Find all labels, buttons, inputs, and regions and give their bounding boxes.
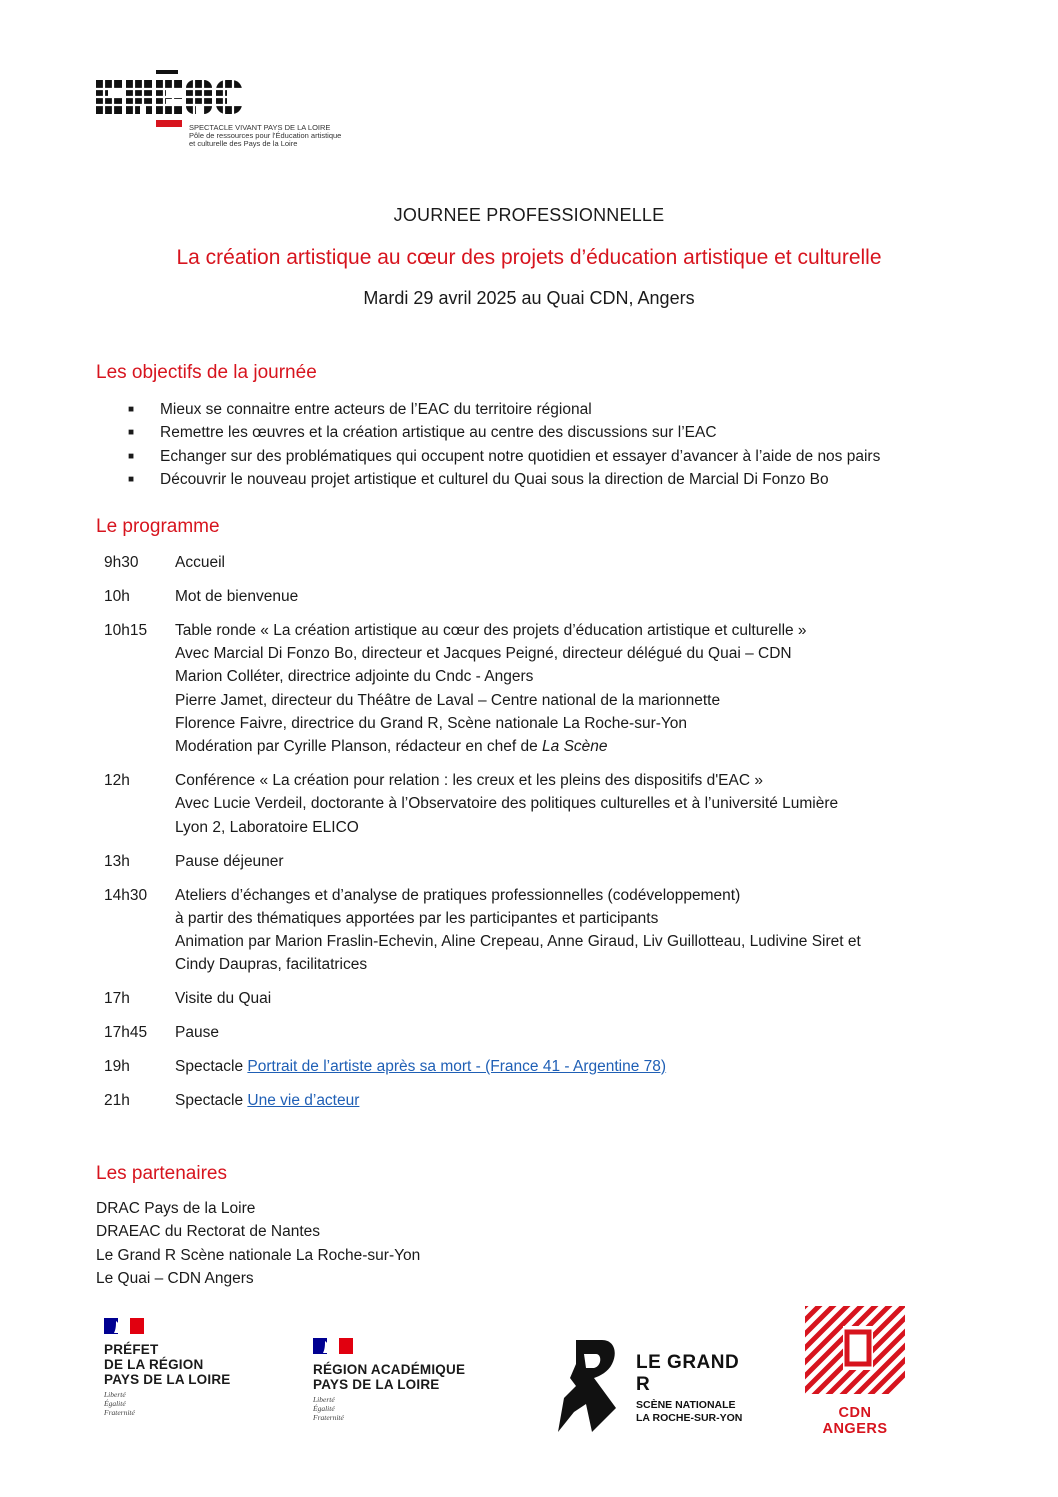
- program-time: 14h30: [104, 886, 148, 904]
- list-item: [128, 445, 988, 468]
- devise-egalite: Égalité: [104, 1399, 126, 1408]
- partner-item: DRAC Pays de la Loire: [96, 1200, 256, 1217]
- grand-r-title: LE GRAND R: [636, 1352, 740, 1395]
- marianne-icon: [313, 1338, 353, 1354]
- partner-item: DRAEAC du Rectorat de Nantes: [96, 1223, 320, 1241]
- program-row: [104, 1089, 984, 1112]
- list-item: [128, 421, 988, 444]
- preac-tagline-1: SPECTACLE VIVANT PAYS DE LA LOIRE: [189, 123, 331, 132]
- grand-r-logo: [556, 1338, 746, 1438]
- preac-tagline-2: Pôle de ressources pour l'Éducation artistique: [189, 131, 342, 140]
- devise-liberte: Liberté: [104, 1390, 126, 1399]
- prefet-logo: [104, 1318, 246, 1438]
- program-line: Mot de bienvenue: [175, 587, 299, 605]
- program-row: [104, 850, 984, 873]
- program-row: [104, 551, 984, 574]
- bullet-icon: ■: [128, 404, 135, 415]
- program-line: Animation par Marion Fraslin-Echevin, Aline Crepeau, Anne Giraud, Liv Guillotteau, Ludivine Siret et: [175, 933, 861, 951]
- program-time: 17h45: [104, 1024, 148, 1042]
- partners-list: [96, 1197, 420, 1290]
- program-row: [104, 1021, 984, 1044]
- objectives-list: [128, 398, 988, 491]
- program-line: Avec Lucie Verdeil, doctorante à l’Observatoire des politiques culturelles et à l’université Lumière: [175, 795, 839, 813]
- prefet-line-1: PRÉFET: [104, 1342, 159, 1357]
- devise-fraternite: Fraternité: [104, 1408, 135, 1417]
- event-title: La création artistique au cœur des projets d’éducation artistique et culturelle: [176, 246, 882, 269]
- region-line-1: RÉGION ACADÉMIQUE: [313, 1362, 466, 1377]
- program-line: Ateliers d’échanges et d’analyse de pratiques professionnelles (codéveloppement): [175, 886, 741, 904]
- program-line: Marion Colléter, directrice adjointe du Cndc - Angers: [175, 668, 534, 686]
- partner-item: Le Grand R Scène nationale La Roche-sur-Yon: [96, 1246, 421, 1264]
- event-date: Mardi 29 avril 2025 au Quai CDN, Angers: [363, 288, 695, 308]
- program-line: Pierre Jamet, directeur du Théâtre de Laval – Centre national de la marionnette: [175, 691, 721, 709]
- program-row: [104, 769, 984, 839]
- partners-heading: Les partenaires: [96, 1163, 227, 1184]
- bullet-icon: ■: [128, 450, 135, 462]
- bullet-icon: ■: [128, 473, 135, 485]
- program-time: 21h: [104, 1091, 130, 1109]
- preac-logo: [96, 62, 366, 157]
- objective-text: Mieux se connaitre entre acteurs de l’EAC du territoire régional: [160, 401, 592, 418]
- show-link-vie-acteur[interactable]: Une vie d’acteur: [247, 1091, 360, 1109]
- program-line: Visite du Quai: [175, 990, 272, 1008]
- cdn-angers-logo: [805, 1306, 907, 1437]
- program-row: [104, 585, 984, 608]
- program-list: [104, 551, 984, 1123]
- devise-fraternite: Fraternité: [313, 1413, 344, 1422]
- prefet-line-2: DE LA RÉGION: [104, 1357, 204, 1372]
- program-line: [175, 735, 984, 758]
- program-row: [104, 884, 984, 977]
- objective-text: Découvrir le nouveau projet artistique et culturel du Quai sous la direction de Marcial Di Fonzo Bo: [160, 470, 829, 488]
- preac-tagline: [189, 124, 341, 148]
- marianne-icon: [104, 1318, 144, 1334]
- objective-text: Remettre les œuvres et la création artistique au centre des discussions sur l’EAC: [160, 424, 717, 442]
- grand-r-subtitle-1: SCÈNE NATIONALE: [636, 1399, 736, 1411]
- program-line: Conférence « La création pour relation : les creux et les pleins des dispositifs d'EAC »: [175, 772, 763, 790]
- program-line: Lyon 2, Laboratoire ELICO: [175, 818, 359, 836]
- objective-text: Echanger sur des problématiques qui occupent notre quotidien et essayer d’avancer à l’aide de nos pairs: [160, 447, 881, 465]
- devise-liberte: Liberté: [313, 1395, 335, 1404]
- program-prefix: Spectacle: [175, 1091, 248, 1109]
- program-heading: Le programme: [96, 516, 220, 537]
- program-row: [104, 619, 984, 759]
- grand-r-subtitle-2: LA ROCHE-SUR-YON: [636, 1411, 743, 1424]
- publication-title: La Scène: [542, 738, 608, 756]
- cdn-angers-mark-icon: [805, 1306, 905, 1394]
- program-line: Table ronde « La création artistique au cœur des projets d’éducation artistique et culturelle »: [175, 621, 807, 639]
- program-time: 19h: [104, 1058, 130, 1076]
- program-line: Accueil: [175, 554, 225, 571]
- program-time: 13h: [104, 852, 130, 870]
- program-time: 17h: [104, 990, 130, 1008]
- program-row: [104, 1055, 984, 1078]
- program-line: Pause déjeuner: [175, 852, 284, 870]
- objectives-heading: Les objectifs de la journée: [96, 362, 317, 383]
- program-line: Pause: [175, 1024, 219, 1042]
- program-row: [104, 987, 984, 1010]
- program-line: à partir des thématiques apportées par les participantes et participants: [175, 909, 659, 927]
- program-time: 12h: [104, 772, 130, 790]
- show-link-portrait[interactable]: Portrait de l’artiste après sa mort - (France 41 - Argentine 78): [247, 1058, 667, 1076]
- moderation-text: Modération par Cyrille Planson, rédacteur en chef de: [175, 738, 543, 756]
- region-academique-logo: [313, 1338, 493, 1428]
- region-line-2: PAYS DE LA LOIRE: [313, 1377, 440, 1392]
- bullet-icon: ■: [128, 427, 135, 439]
- program-line: Cindy Daupras, facilitatrices: [175, 956, 368, 974]
- partner-item: Le Quai – CDN Angers: [96, 1269, 254, 1287]
- cdn-angers-text: CDN ANGERS: [822, 1405, 888, 1437]
- program-time: 10h: [104, 587, 130, 605]
- preac-tagline-3: et culturelle des Pays de la Loire: [189, 139, 298, 148]
- program-time: 9h30: [104, 554, 139, 571]
- program-prefix: Spectacle: [175, 1058, 248, 1076]
- list-item: [128, 398, 988, 421]
- program-line: Florence Faivre, directrice du Grand R, Scène nationale La Roche-sur-Yon: [175, 714, 688, 732]
- event-kicker: JOURNEE PROFESSIONNELLE: [393, 205, 665, 225]
- list-item: [128, 468, 988, 491]
- grand-r-mark-icon: [556, 1338, 620, 1434]
- devise-egalite: Égalité: [313, 1404, 335, 1413]
- program-time: 10h15: [104, 621, 148, 639]
- program-line: Avec Marcial Di Fonzo Bo, directeur et Jacques Peigné, directeur délégué du Quai – CDN: [175, 645, 792, 663]
- prefet-line-3: PAYS DE LA LOIRE: [104, 1372, 231, 1387]
